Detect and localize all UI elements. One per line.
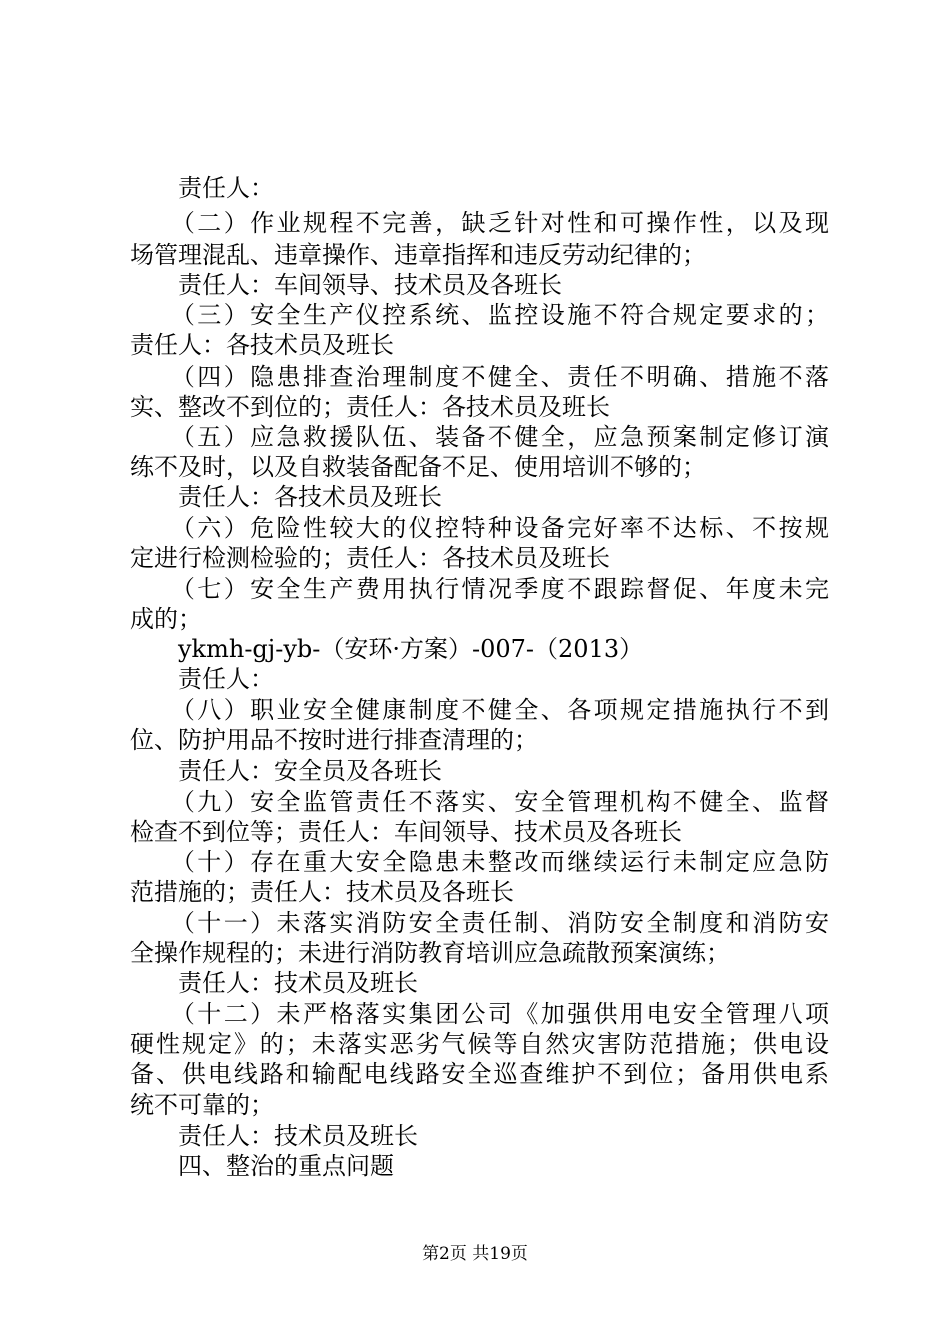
text-line: （二）作业规程不完善，缺乏针对性和可操作性，以及现 <box>130 209 830 237</box>
text-line: （十）存在重大安全隐患未整改而继续运行未制定应急防 <box>130 848 830 876</box>
page-number: 第2页 共19页 <box>422 1244 528 1264</box>
section-heading: 四、整治的重点问题 <box>130 1152 394 1180</box>
text-line: 位、防护用品不按时进行排查清理的； <box>130 726 538 754</box>
text-line: （六）危险性较大的仪控特种设备完好率不达标、不按规 <box>130 514 830 542</box>
document-code: ykmh-gj-yb-（安环·方案）-007-（2013） <box>130 635 644 663</box>
text-line: 责任人： <box>130 174 274 202</box>
text-line: 定进行检测检验的；责任人：各技术员及班长 <box>130 544 610 572</box>
text-line: 检查不到位等；责任人：车间领导、技术员及各班长 <box>130 818 682 846</box>
text-line: 责任人：各技术员及班长 <box>130 331 394 359</box>
text-line: （十二）未严格落实集团公司《加强供用电安全管理八项 <box>130 1000 830 1028</box>
text-line: 全操作规程的；未进行消防教育培训应急疏散预案演练； <box>130 939 730 967</box>
text-line: 责任人：各技术员及班长 <box>130 483 442 511</box>
text-line: （五）应急救援队伍、装备不健全，应急预案制定修订演 <box>130 423 830 451</box>
text-line: （七）安全生产费用执行情况季度不跟踪督促、年度未完 <box>130 575 830 603</box>
text-line: 硬性规定》的；未落实恶劣气候等自然灾害防范措施；供电设 <box>130 1030 830 1058</box>
text-line: 责任人：技术员及班长 <box>130 969 418 997</box>
text-line: （八）职业安全健康制度不健全、各项规定措施执行不到 <box>130 696 830 724</box>
text-line: （三）安全生产仪控系统、监控设施不符合规定要求的； <box>130 301 830 329</box>
text-line: （十一）未落实消防安全责任制、消防安全制度和消防安 <box>130 909 830 937</box>
text-line: 成的； <box>130 605 202 633</box>
text-line: 责任人：安全员及各班长 <box>130 757 442 785</box>
text-line: （九）安全监管责任不落实、安全管理机构不健全、监督 <box>130 788 830 816</box>
text-line: 实、整改不到位的；责任人：各技术员及班长 <box>130 393 610 421</box>
text-line: 责任人：技术员及班长 <box>130 1122 418 1150</box>
text-line: 练不及时，以及自救装备配备不足、使用培训不够的； <box>130 453 706 481</box>
text-line: 责任人：车间领导、技术员及各班长 <box>130 271 562 299</box>
text-line: 场管理混乱、违章操作、违章指挥和违反劳动纪律的； <box>130 241 706 269</box>
text-line: 责任人： <box>130 665 274 693</box>
text-line: 范措施的；责任人：技术员及各班长 <box>130 878 514 906</box>
text-line: 统不可靠的； <box>130 1091 274 1119</box>
text-line: 备、供电线路和输配电线路安全巡查维护不到位；备用供电系 <box>130 1060 830 1088</box>
text-line: （四）隐患排查治理制度不健全、责任不明确、措施不落 <box>130 363 830 391</box>
